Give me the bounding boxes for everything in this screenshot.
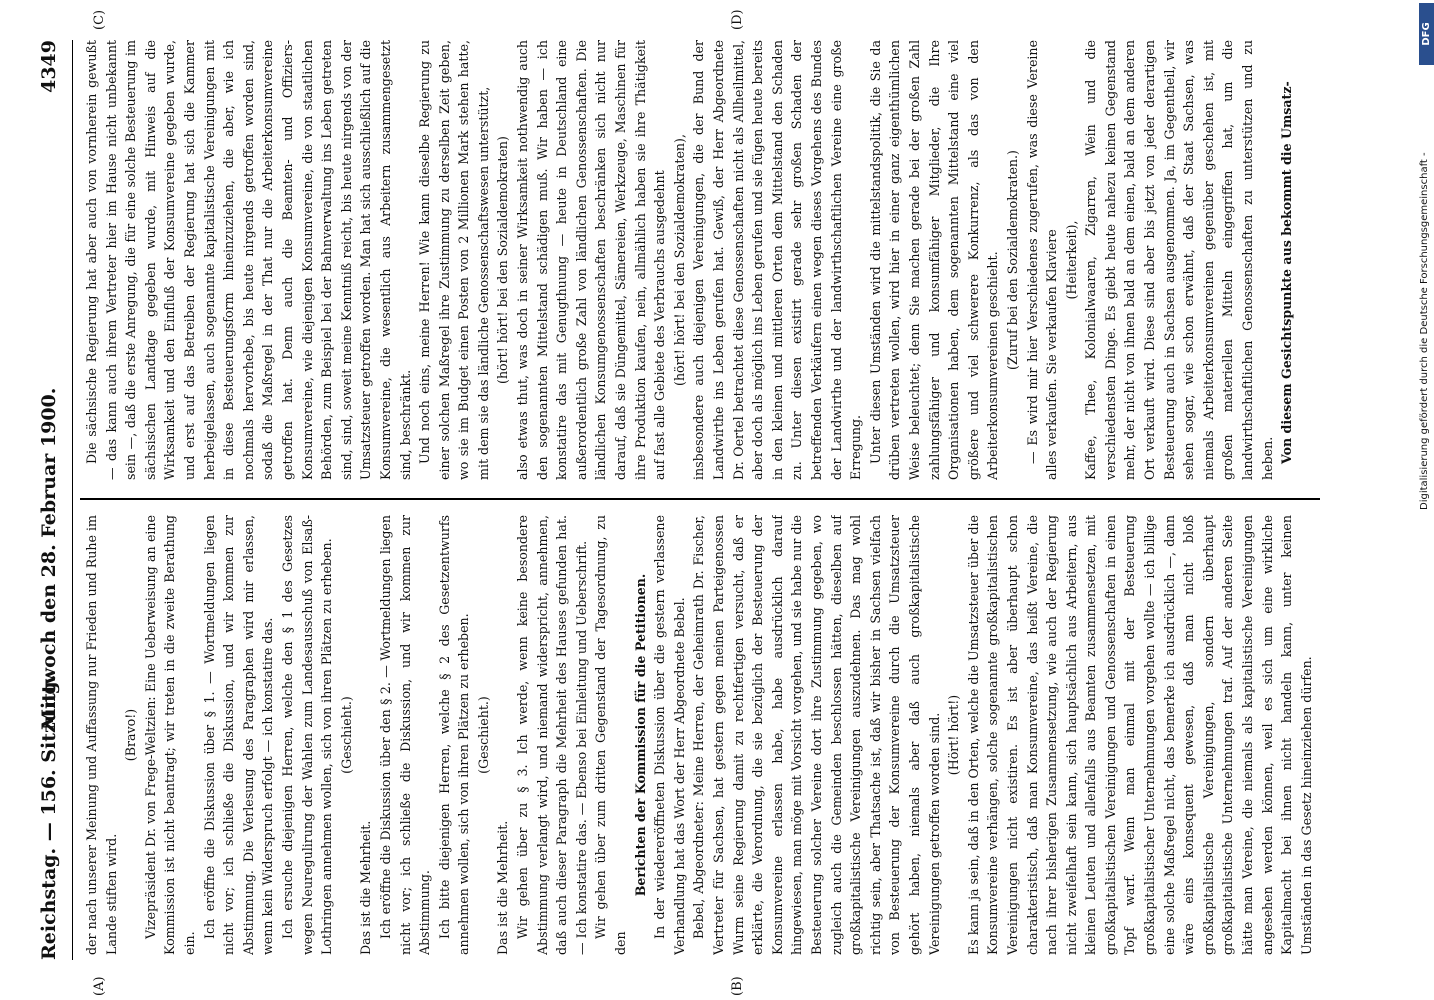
paragraph: Es kann ja sein, daß in den Orten, welche die Umsatzsteuer über die Konsumvereine verhängen, solche sogenannte großkapitalistischen Vereinigungen nicht existiren. Es ist aber überhaupt schon charakteristisch, daß man Konsumvereine, das heißt Vereine, die nach ihrer bisherigen Zusammensetzung, wie auch der Regierung nicht zweifelhaft sein kann, sich hauptsächlich aus Arbeitern, aus kleinen Leuten und allenfalls aus Beamten zusammensetzen, mit großkapitalistischen Vereinigungen und Genossenschaften in einen Topf warf. Wenn man einmal mit der Besteuerung großkapitalistischer Unternehmungen vorgehen wollte — ich billige eine solche Maßregel nicht, das bemerke ich ausdrücklich —, dann wäre eins konsequent gewesen, daß man nicht bloß großkapitalistische Vereinigungen, sondern überhaupt großkapitalistische Unternehmungen traf. Auf der anderen Seite hätte man Vereine, die niemals als kapitalistische Vereinigungen angesehen werden können, weil es sich um eine wirkliche Kapitalmacht bei ihnen nicht handeln kann, unter keinen Umständen in das Gesetz hineinziehen dürfen. <box>965 515 1314 955</box>
interjection: (Hört! hört!) <box>946 694 962 776</box>
margin-marker-d: (D) <box>730 9 745 30</box>
digitization-stamp <box>1418 0 1434 1000</box>
interjection: (hört! hört! bei den Sozialdemokraten) <box>495 136 511 384</box>
interjection: (Geschieht.) <box>338 696 354 774</box>
paragraph: also etwas thut, was doch in seiner Wirksamkeit nothwendig auch den sogenannten Mittelstand schädigen muß. Wir haben — ich konstatire das mit Genugthuung — heute in Deutschland eine außerordentlich große Zahl von ländlichen Genossenschaften. Die ländlichen Konsumgenossenschaften beschränken sich nicht nur darauf, daß sie Düngemittel, Sämereien, Werkzeuge, Maschinen für ihre Produktion kaufen, nein, allmählich haben sie ihre Thätigkeit auf fast alle Gebiete des Verbrauchs ausgedehnt <box>515 40 668 480</box>
margin-marker-c: (C) <box>92 9 107 30</box>
margin-marker-a: (A) <box>92 976 107 996</box>
paragraph: Die sächsische Regierung hat aber auch von vornherein gewußt — das kann auch ihrem Vertreter hier im Hause nicht unbekannt sein —, daß die erste Anregung, die für eine solche Besteuerung im sächsischen Landtage gegeben wurde, mit Hinweis auf die Wirksamkeit und den Einfluß der Konsumvereine gegeben wurde, und erst auf das Betreiben der Regierung hat sich die Kammer herbeigelassen, auch sogenannte kapitalistische Vereinigungen mit in diese Besteuerungsform hineinzuziehen, die aber, wie ich nochmals hervorhebe, bis heute nirgends getroffen worden sind, sodaß die Maßregel in der That nur die Arbeiterkonsumvereine getroffen hat. Denn auch die Beamten- und Offiziers-Konsumvereine, wie diejenigen Konsumvereine, die von staatlichen Behörden, zum Beispiel bei der Bahnverwaltung ins Leben getreten sind, sind, soweit meine Kenntniß reicht, bis heute nirgends von der Umsatzsteuer getroffen worden. Man hat sich ausschließlich auf die Konsumvereine, die wesentlich aus Arbeitern zusammengesetzt sind, beschränkt. <box>84 40 413 480</box>
interjection: (Heiterkeit), <box>1063 220 1079 300</box>
paragraph: Kaffee, Thee, Kolonialwaaren, Zigarren, Wein und die verschiedensten Dinge. Es giebt heute nahezu keinen Gegenstand mehr, der nicht von ihnen bald an dem einen, bald an dem anderen Ort verkauft wird. Diese sind aber bis jetzt von jeder derartigen Besteuerung auch in Sachsen ausgenommen. Ja, im Gegentheil, wir sehen sogar, wie schon erwähnt, daß der Staat Sachsen, was niemals Arbeiterkonsumvereinen gegenüber geschehen ist, mit großen materiellen Mitteln eingegriffen hat, um die landwirthschaftlichen Genossenschaften zu unterstützen und zu heben. <box>1083 40 1275 480</box>
paragraph: Unter diesen Umständen wird die mittelstandspolitik, die Sie da drüben vertreten wollen, wird hier in einer ganz eigenthümlichen Weise beleuchtet; denn Sie machen gerade bei der großen Zahl zahlungsfähiger und konsumfähiger Mitglieder, die Ihre Organisationen haben, dem sogenannten Mittelstand eine viel größere und viel schwerere Konkurrenz, als das von den Arbeiterkonsumvereinen geschieht. <box>867 40 1001 480</box>
paragraph: Ich eröffne die Diskussion über den § 2. — Wortmeldungen liegen nicht vor; ich schließe die Diskussion, und wir kommen zur Abstimmung. <box>377 515 433 955</box>
paragraph: Ich ersuche diejenigen Herren, welche den § 1 des Gesetzes wegen Neuregulirung der Wahlen zum Landesausschuß von Elsaß-Lothringen annehmen wollen, sich von ihren Plätzen zu erheben. <box>279 515 335 955</box>
page-header <box>38 40 68 960</box>
column-divider <box>80 498 1320 500</box>
running-head-date: Mittwoch den 28. Februar 1900. <box>38 387 60 730</box>
paragraph: Wir gehen über zu § 3. Ich werde, wenn keine besondere Abstimmung verlangt wird, und niemand widerspricht, annehmen, daß auch dieser Paragraph die Mehrheit des Hauses gefunden hat. — Ich konstatire das. — Ebenso bei Einleitung und Ueberschrift. <box>515 515 589 955</box>
interjection: (hört! hört! bei den Sozialdemokraten), <box>671 134 687 386</box>
page-number: 4349 <box>38 40 60 93</box>
paragraph: Wir gehen über zum dritten Gegenstand der Tagesordnung, zu den <box>593 515 629 955</box>
paragraph: — Es wird mir hier Verschiedenes zugerufen, was diese Vereine alles verkaufen. Sie verkaufen Klaviere <box>1024 40 1060 480</box>
paragraph: In der wiedereröffneten Diskussion über die gestern verlassene Verhandlung hat das Wort der Herr Abgeordnete Bebel. <box>652 515 687 955</box>
paragraph: Das ist die Mehrheit. <box>495 820 511 955</box>
digitization-credit: Digitalisierung gefördert durch die Deutsche Forschungsgemeinschaft - <box>1419 152 1430 510</box>
interjection: (Geschieht.) <box>475 696 491 774</box>
margin-marker-b: (B) <box>730 976 745 996</box>
running-head-left: Reichstag. — 156. Sitzung. <box>38 674 60 960</box>
paragraph: Bebel, Abgeordneter: Meine Herren, der Geheimrath Dr. Fischer, Vertreter für Sachsen, hat gestern gegen meinen Parteigenossen Wurm seine Regierung damit zu rechtfertigen versucht, daß er erklärte, die Verordnung, die sie bezüglich der Besteuerung der Konsumvereine erlassen habe, habe ausdrücklich darauf hingewiesen, man möge mit Vorsicht vorgehen, und sie habe nur die Besteuerung solcher Vereine dort ihre Zustimmung gegeben, wo zugleich auch die Gemeinden beschlossen hätten, dieselben auf großkapitalistische Vereinigungen auszudehnen. Das mag wohl richtig sein, aber Thatsache ist, daß wir bisher in Sachsen vielfach von Besteuerung der Konsumvereine durch die Umsatzsteuer gehört haben, niemals aber daß auch großkapitalistische Vereinigungen getroffen worden sind. <box>691 515 942 955</box>
paragraph: der nach unserer Meinung und Auffassung nur Frieden und Ruhe im Lande stiften wird. <box>84 515 119 955</box>
header-rule <box>72 40 73 960</box>
right-column <box>82 40 1320 480</box>
paragraph: Ich bitte diejenigen Herren, welche § 2 des Gesetzentwurfs annehmen wollen, sich von ihren Plätzen zu erheben. <box>436 515 472 955</box>
paragraph: Von diesem Gesichtspunkte aus bekommt die Umsatz- <box>1279 81 1295 464</box>
dfg-logo: DFG <box>1419 3 1434 65</box>
interjection: (Zuruf bei den Sozialdemokraten.) <box>1004 150 1020 370</box>
paragraph: Und noch eins, meine Herren! Wie kann dieselbe Regierung zu einer solchen Maßregel ihre Zustimmung zu derselben Zeit geben, wo sie im Budget einen Posten von 2 Millionen Mark stehen hatte, mit dem sie das ländliche Genossenschaftswesen unterstützt, <box>417 40 491 480</box>
section-heading: Berichten der Kommission für die Petitionen. <box>632 573 648 897</box>
paragraph: Das ist die Mehrheit. <box>358 820 374 955</box>
left-column <box>82 515 1320 955</box>
interjection: (Bravo!) <box>123 708 139 762</box>
paragraph: insbesondere auch diejenigen Vereinigungen, die der Bund der Landwirthe ins Leben gerufen hat. Gewiß, der Herr Abgeordnete Dr. Oertel betrachtet diese Genossenschaften nicht als Allheilmittel, aber doch als möglich ins Leben gerufen und sie fügen heute bereits in den kleinen und mittleren Orten dem Mittelstand den Schaden zu. Unter diesen existirt gerade sehr großen Schaden der betreffenden Verkäufern einen wegen dieses Vorgehens des Bundes der Landwirthe und der landwirthschaftlichen Vereine eine große Erregung. <box>691 40 864 480</box>
paragraph: Ich eröffne die Diskussion über § 1. — Wortmeldungen liegen nicht vor; ich schließe die Diskussion, und wir kommen zur Abstimmung. Die Verlesung des Paragraphen wird mir erlassen, wenn kein Widerspruch erfolgt — ich konstatire das. <box>201 515 276 955</box>
paragraph: Vizepräsident Dr. von Frege-Weltzien: Eine Ueberweisung an eine Kommission ist nicht beantragt; wir treten in die zweite Berathung ein. <box>142 515 197 955</box>
